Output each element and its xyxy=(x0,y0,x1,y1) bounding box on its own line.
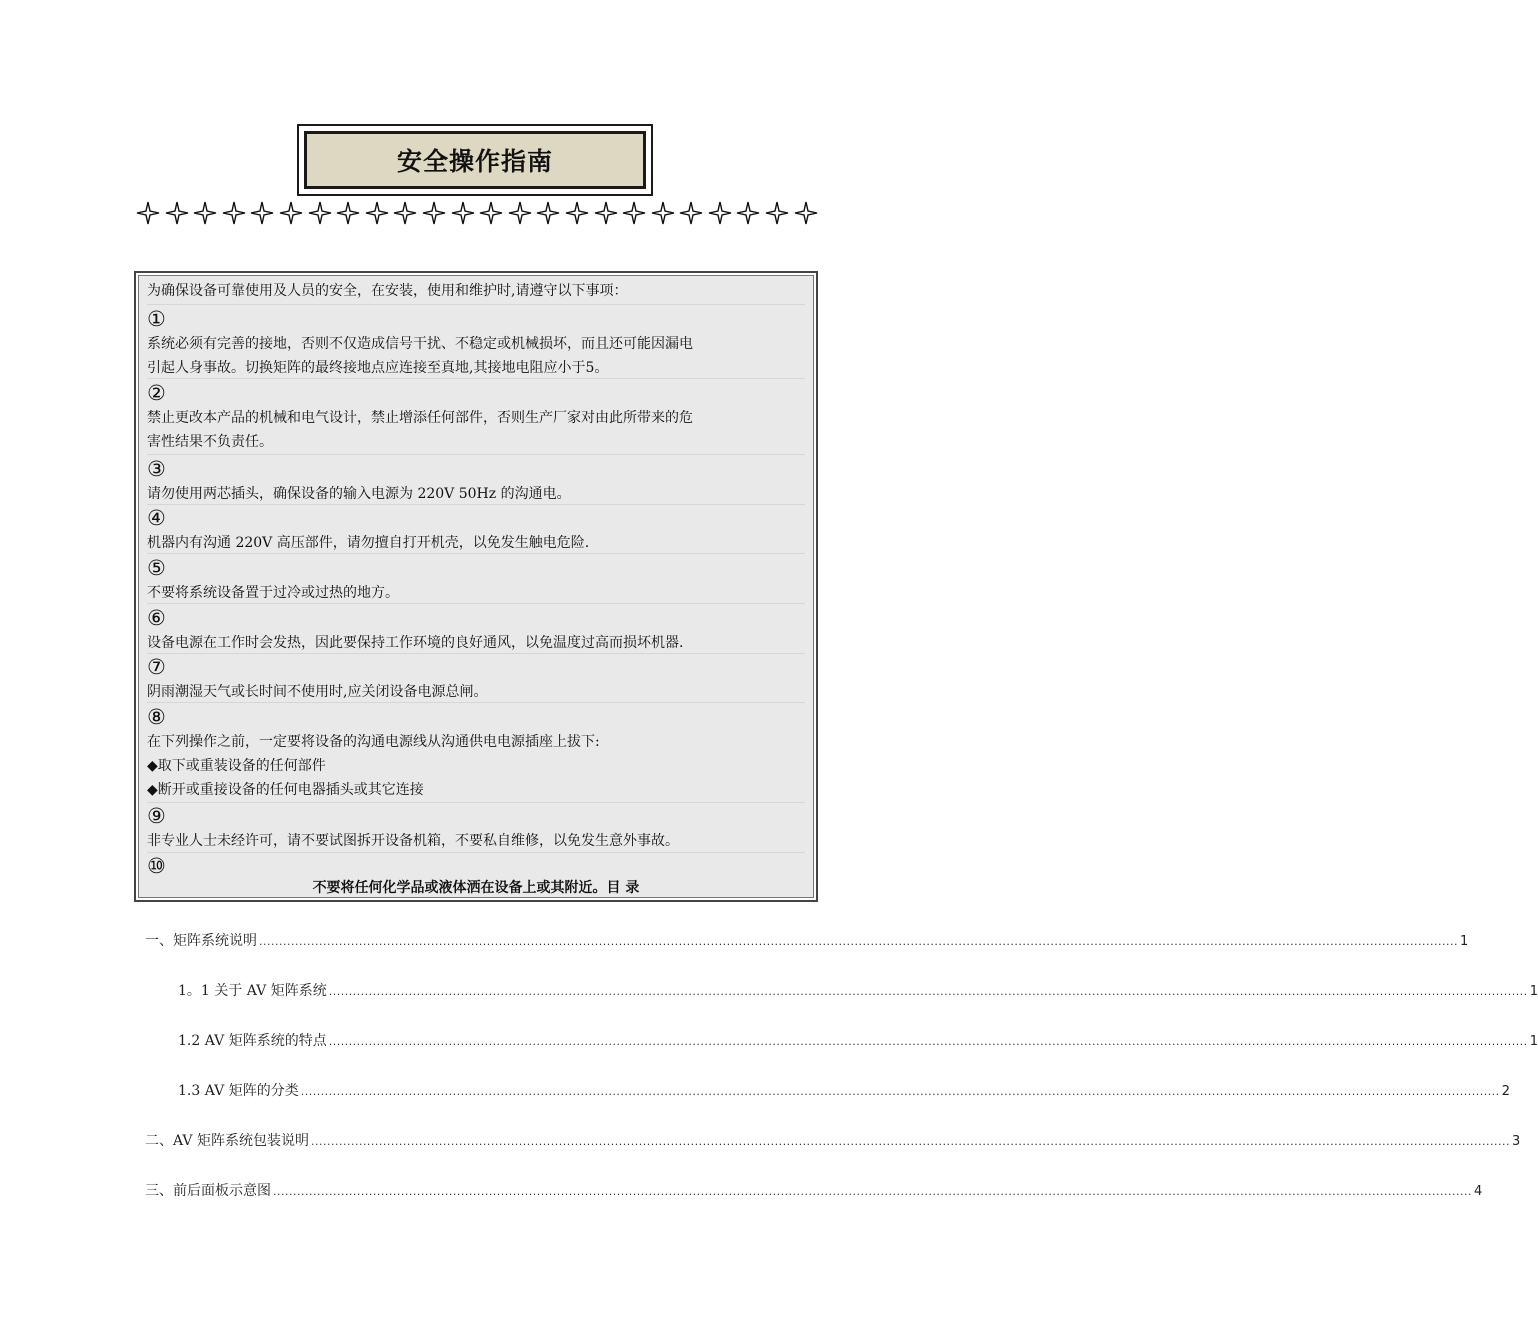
toc-page-number: 1 xyxy=(1459,934,1469,949)
item-number: ⑨ xyxy=(147,804,166,828)
four-point-star-icon xyxy=(736,201,760,225)
item-text: 系统必须有完善的接地，否则不仅造成信号干扰、不稳定或机械损坏，而且还可能因漏电 xyxy=(147,336,693,352)
toc-label: 1。1 关于 AV 矩阵系统 xyxy=(178,983,327,999)
toc-label: 1.2 AV 矩阵系统的特点 xyxy=(178,1033,327,1049)
toc-entry-3[interactable] xyxy=(178,1030,1538,1050)
toc-label: AV 矩阵系统包装说明 xyxy=(173,1133,309,1149)
safety-item-10 xyxy=(147,853,811,879)
item-text: 在下列操作之前，一定要将设备的沟通电源线从沟通供电电源插座上拔下: xyxy=(147,734,600,750)
toc-number: 一、 xyxy=(145,933,173,949)
star-divider xyxy=(136,196,818,230)
item-number: ⑩ xyxy=(147,854,166,878)
safety-item-9 xyxy=(147,803,811,853)
toc-label: 矩阵系统说明 xyxy=(173,933,257,949)
divider-line xyxy=(147,304,805,305)
four-point-star-icon xyxy=(508,201,532,225)
item-text: 阴雨潮湿天气或长时间不使用时,应关闭设备电源总闸。 xyxy=(147,684,488,700)
safety-item-8 xyxy=(147,704,811,802)
item-number: ③ xyxy=(147,457,166,481)
four-point-star-icon xyxy=(651,201,675,225)
four-point-star-icon xyxy=(536,201,560,225)
toc-leader-dots: ............................................................................................................................................................................................................................................................................................................ xyxy=(310,1135,1510,1148)
toc-entry-1[interactable] xyxy=(145,930,1469,950)
toc-entry-5[interactable] xyxy=(145,1130,1521,1150)
item-text: 引起人身事故。切换矩阵的最终接地点应连接至真地,其接地电阻应小于5。 xyxy=(147,360,609,376)
item-text: 非专业人士未经许可，请不要试图拆开设备机箱，不要私自维修，以免发生意外事故。 xyxy=(147,833,679,849)
toc-leader-dots: ............................................................................................................................................................................................................................................................................................................ xyxy=(328,985,1528,998)
four-point-star-icon xyxy=(679,201,703,225)
safety-item-4 xyxy=(147,505,811,555)
divider-line xyxy=(147,702,805,703)
safety-notice-box xyxy=(134,271,818,902)
toc-page-number: 2 xyxy=(1501,1084,1510,1099)
four-point-star-icon xyxy=(308,201,332,225)
toc-page-number: 1 xyxy=(1529,1034,1538,1049)
divider-line xyxy=(147,553,805,554)
safety-last-line: 不要将任何化学品或液体洒在设备上或其附近。目 录 xyxy=(312,880,640,896)
item-number: ⑥ xyxy=(147,606,166,630)
four-point-star-icon xyxy=(594,201,618,225)
item-text: 禁止更改本产品的机械和电气设计，禁止增添任何部件，否则生产厂家对由此所带来的危 xyxy=(147,410,693,426)
toc-leader-dots: ............................................................................................................................................................................................................................................................................................................ xyxy=(328,1035,1528,1048)
toc-leader-dots: ............................................................................................................................................................................................................................................................................................................ xyxy=(300,1085,1500,1098)
toc-label: 前后面板示意图 xyxy=(173,1183,271,1199)
four-point-star-icon xyxy=(365,201,389,225)
toc-number: 二、 xyxy=(145,1133,173,1149)
toc-leader-dots: ............................................................................................................................................................................................................................................................................................................ xyxy=(273,1185,1472,1198)
safety-item-2 xyxy=(147,380,811,454)
toc-page-number: 4 xyxy=(1473,1184,1483,1199)
four-point-star-icon xyxy=(336,201,360,225)
four-point-star-icon xyxy=(479,201,503,225)
toc-entry-4[interactable] xyxy=(178,1080,1510,1100)
four-point-star-icon xyxy=(794,201,818,225)
four-point-star-icon xyxy=(451,201,475,225)
bullet-item: ◆断开或重接设备的任何电器插头或其它连接 xyxy=(147,782,424,798)
page-title: 安全操作指南 xyxy=(304,131,646,189)
safety-notice-body xyxy=(138,275,814,898)
four-point-star-icon xyxy=(279,201,303,225)
item-number: ⑤ xyxy=(147,556,166,580)
four-point-star-icon xyxy=(708,201,732,225)
bullet-item: ◆取下或重装设备的任何部件 xyxy=(147,758,326,774)
four-point-star-icon xyxy=(136,201,160,225)
divider-line xyxy=(147,603,805,604)
toc-page-number: 3 xyxy=(1511,1134,1521,1149)
item-number: ⑧ xyxy=(147,705,166,729)
item-number: ② xyxy=(147,381,166,405)
four-point-star-icon xyxy=(565,201,589,225)
four-point-star-icon xyxy=(250,201,274,225)
safety-item-6 xyxy=(147,605,811,655)
four-point-star-icon xyxy=(393,201,417,225)
item-number: ④ xyxy=(147,506,166,530)
title-frame xyxy=(297,124,653,196)
item-text: 请勿使用两芯插头，确保设备的输入电源为 220V 50Hz 的沟通电。 xyxy=(147,486,571,502)
item-text: 机器内有沟通 220V 高压部件，请勿擅自打开机壳，以免发生触电危险. xyxy=(147,535,590,551)
divider-line xyxy=(147,454,805,455)
safety-item-1 xyxy=(147,306,811,380)
toc-label: 1.3 AV 矩阵的分类 xyxy=(178,1083,299,1099)
toc-number: 三、 xyxy=(145,1183,173,1199)
four-point-star-icon xyxy=(165,201,189,225)
safety-item-7 xyxy=(147,654,811,704)
safety-item-3 xyxy=(147,456,811,506)
item-text: 不要将系统设备置于过冷或过热的地方。 xyxy=(147,585,399,601)
item-number: ⑦ xyxy=(147,655,166,679)
item-text: 设备电源在工作时会发热，因此要保持工作环境的良好通风，以免温度过高而损坏机器. xyxy=(147,635,684,651)
four-point-star-icon xyxy=(622,201,646,225)
safety-intro: 为确保设备可靠使用及人员的安全，在安装，使用和维护时,请遵守以下事项： xyxy=(147,283,628,299)
item-number: ① xyxy=(147,307,166,331)
safety-item-5 xyxy=(147,555,811,605)
four-point-star-icon xyxy=(422,201,446,225)
toc-entry-2[interactable] xyxy=(178,980,1538,1000)
divider-line xyxy=(147,378,805,379)
item-text: 害性结果不负责任。 xyxy=(147,434,273,450)
toc-page-number: 1 xyxy=(1529,984,1538,999)
four-point-star-icon xyxy=(193,201,217,225)
toc-entry-6[interactable] xyxy=(145,1180,1483,1200)
toc-leader-dots: ............................................................................................................................................................................................................................................................................................................ xyxy=(259,935,1458,948)
four-point-star-icon xyxy=(765,201,789,225)
four-point-star-icon xyxy=(222,201,246,225)
